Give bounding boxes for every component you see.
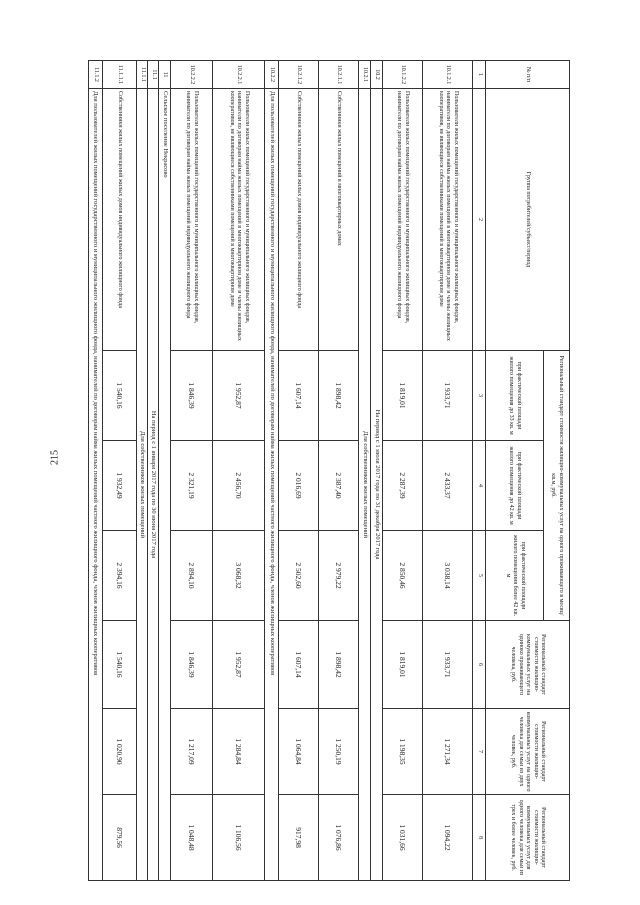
value-cell: 1 250,19 — [319, 709, 359, 795]
value-cell: 1 819,01 — [383, 621, 423, 709]
section-title: Для собственников жилых помещений — [136, 89, 147, 881]
value-cell: 1 952,87 — [213, 351, 265, 441]
value-cell: 1 540,16 — [102, 351, 136, 441]
column-index: 4 — [473, 441, 486, 531]
section-title: Для пользователей жилых помещений государственного и муниципального жилищного фонда, нанимателей по договорам найма жилых помещений частного жилищного фонда, членов жилищных кооперативов — [265, 89, 279, 881]
row-number: 10.2.1.2 — [279, 61, 319, 89]
value-cell: 3 038,14 — [423, 531, 473, 621]
value-cell: 1 607,14 — [279, 351, 319, 441]
value-cell: 1 540,16 — [102, 621, 136, 709]
page-number: 215 — [49, 450, 61, 465]
row-number: 10.2.2 — [265, 61, 279, 89]
value-cell: 1 933,71 — [423, 621, 473, 709]
value-cell: 2 287,39 — [383, 441, 423, 531]
section-row — [147, 61, 158, 881]
row-description: Собственники жилых помещений жилых домов индивидуального жилищного фонда — [102, 89, 136, 351]
rotated-table-frame — [92, 60, 570, 880]
section-title: Для пользователей жилых помещений государственного и муниципального жилищного фонда, нанимателей по договорам найма жилых помещений частного жилищного фонда, членов жилищных кооперативов — [88, 89, 102, 881]
value-cell: 2 394,16 — [102, 531, 136, 621]
row-description: Пользователи жилых помещений государственного и муниципального жилищных фондов, наниматели по договорам найма жилых помещений индивидуального жилищного фонда — [171, 89, 213, 351]
header-num: № п/п — [486, 61, 570, 89]
row-number: 10.1.2.2 — [383, 61, 423, 89]
value-cell: 3 068,32 — [213, 531, 265, 621]
header-three: Региональный стандарт стоимости жилищно-коммунальных услуг для одного человека для семьи из трех и более человек, руб. — [486, 795, 570, 881]
row-number: 10.1.2.1 — [423, 61, 473, 89]
section-row — [88, 61, 102, 881]
table-row — [319, 61, 359, 881]
standards-table — [88, 60, 570, 881]
row-number: 11 — [159, 61, 171, 89]
value-cell: 1 094,22 — [423, 795, 473, 881]
value-cell: 2 456,70 — [213, 441, 265, 531]
column-index: 2 — [473, 89, 486, 351]
column-index: 6 — [473, 621, 486, 709]
row-description: Пользователи жилых помещений государственного и муниципального жилищных фондов, наниматели по договорам найма жилых помещений в многоквартирном доме и члены жилищных кооперативов, не являющиеся собственниками помещений в многоквартирном доме — [213, 89, 265, 351]
table-row — [213, 61, 265, 881]
row-number: 10.2.2.2 — [171, 61, 213, 89]
row-description: Пользователи жилых помещений государственного и муниципального жилищных фондов, наниматели по договорам найма жилых помещений в многоквартирном доме и члены жилищных кооперативов, не являющиеся собственниками помещений в многоквартирном доме — [423, 89, 473, 351]
header-sub-33: при фактической площади жилого помещения до 33 кв. м — [486, 351, 544, 441]
value-cell: 1 031,66 — [383, 795, 423, 881]
table-row — [279, 61, 319, 881]
value-cell: 1 898,42 — [319, 621, 359, 709]
value-cell: 1 933,71 — [423, 351, 473, 441]
row-number: 10.2.1 — [359, 61, 371, 89]
value-cell: 1 271,34 — [423, 709, 473, 795]
value-cell: 1 846,39 — [171, 621, 213, 709]
header-two: Региональный стандарт стоимости жилищно-коммунальных услуг на одного человека для семьи из двух человек, руб. — [486, 709, 570, 795]
header-regional-standard: Региональный стандарт стоимости жилищно-коммунальных услуг на одного проживающего в месяц/кв.м, руб. — [544, 351, 570, 621]
section-row — [159, 61, 171, 881]
table-row — [102, 61, 136, 881]
value-cell: 1 198,35 — [383, 709, 423, 795]
value-cell: 1 076,86 — [319, 795, 359, 881]
row-number: 11.1.2 — [88, 61, 102, 89]
row-number: 10.2.1.1 — [319, 61, 359, 89]
section-title: На период с 1 июля 2017 года по 31 декабря 2017 года — [371, 89, 383, 881]
value-cell: 1 846,39 — [171, 351, 213, 441]
section-title: На период с 1 января 2017 года по 30 июня 2017 года — [147, 89, 158, 881]
column-index: 8 — [473, 795, 486, 881]
value-cell: 1 064,84 — [279, 709, 319, 795]
header-sub-42: при фактической площади жилого помещения до 42 кв. м — [486, 441, 544, 531]
value-cell: 2 850,46 — [383, 531, 423, 621]
value-cell: 1 106,56 — [213, 795, 265, 881]
row-number: 11.1 — [147, 61, 158, 89]
value-cell: 1 048,48 — [171, 795, 213, 881]
value-cell: 2 016,69 — [279, 441, 319, 531]
value-cell: 2 387,40 — [319, 441, 359, 531]
value-cell: 2 979,22 — [319, 531, 359, 621]
value-cell: 917,98 — [279, 795, 319, 881]
value-cell: 1 217,09 — [171, 709, 213, 795]
section-row — [371, 61, 383, 881]
header-sub-42plus: при фактической площади жилого помещения более 42 кв. м — [486, 531, 544, 621]
row-description: Собственники жилых помещений в многоквартирных домах — [319, 89, 359, 351]
section-title: Сельское поселение Некрасово — [159, 89, 171, 881]
table-row — [171, 61, 213, 881]
column-index-row — [473, 61, 486, 881]
value-cell: 1 952,87 — [213, 621, 265, 709]
section-row — [265, 61, 279, 881]
section-title: Для собственников жилых помещений — [359, 89, 371, 881]
column-index: 7 — [473, 709, 486, 795]
table-row — [383, 61, 423, 881]
row-number: 10.2.2.1 — [213, 61, 265, 89]
value-cell: 2 433,37 — [423, 441, 473, 531]
header-single: Региональный стандарт стоимости жилищно-коммунальных услуг на одиноко проживающего человека, руб. — [486, 621, 570, 709]
rotated-table-wrapper — [92, 60, 570, 880]
value-cell: 1 607,14 — [279, 621, 319, 709]
value-cell: 2 321,19 — [171, 441, 213, 531]
section-row — [136, 61, 147, 881]
value-cell: 1 020,90 — [102, 709, 136, 795]
row-number: 10.2 — [371, 61, 383, 89]
row-description: Пользователи жилых помещений государственного и муниципального жилищных фондов, наниматели по договорам найма жилых помещений индивидуального жилищного фонда — [383, 89, 423, 351]
value-cell: 1 932,49 — [102, 441, 136, 531]
value-cell: 2 894,10 — [171, 531, 213, 621]
row-description: Собственники жилых помещений жилых домов индивидуального жилищного фонда — [279, 89, 319, 351]
table-row — [423, 61, 473, 881]
value-cell: 1 284,84 — [213, 709, 265, 795]
value-cell: 2 502,60 — [279, 531, 319, 621]
value-cell: 879,56 — [102, 795, 136, 881]
section-row — [359, 61, 371, 881]
column-index: 1 — [473, 61, 486, 89]
header-group: Группа потребителей/субъект/период — [486, 89, 570, 351]
column-index: 3 — [473, 351, 486, 441]
column-index: 5 — [473, 531, 486, 621]
value-cell: 1 819,01 — [383, 351, 423, 441]
value-cell: 1 898,42 — [319, 351, 359, 441]
row-number: 11.1.1.1 — [102, 61, 136, 89]
row-number: 11.1.1 — [136, 61, 147, 89]
